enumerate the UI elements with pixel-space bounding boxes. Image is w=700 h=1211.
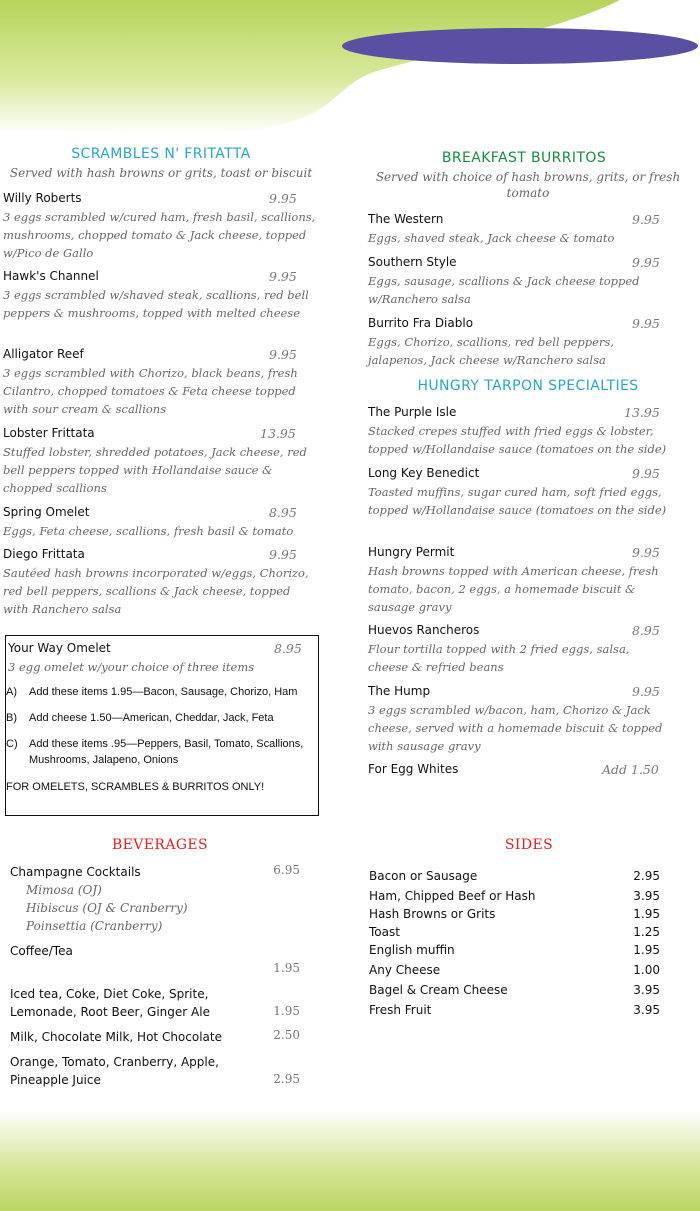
item-price: 1.00 [633,963,660,977]
side-row [369,983,660,1001]
menu-item [3,269,317,339]
beverage-item [10,1053,300,1089]
item-price: 2.50 [273,1028,300,1042]
item-price: 9.95 [269,191,297,206]
menu-item [3,505,317,541]
menu-item [368,623,668,677]
item-price: 2.95 [273,1072,300,1086]
item-description: Eggs, Chorizo, scallions, red bell peppers, jalapenos, Jack cheese w/Ranchero salsa [368,335,614,367]
purple-oval-decoration [342,28,698,64]
item-name: Huevos Rancheros [368,623,480,637]
option-letter: B) [6,712,17,724]
menu-item [368,545,674,617]
item-name: Any Cheese [369,963,441,977]
item-description: Hash browns topped with American cheese, fresh tomato, bacon, 2 eggs, a homemade biscuit & sausage gravy [368,564,659,614]
item-price: 8.95 [274,641,302,656]
side-row [369,869,660,887]
item-price: 1.95 [633,907,660,921]
beverage-item [10,985,300,1021]
side-row [369,925,660,943]
side-row [369,943,660,961]
item-description: Flour tortilla topped with 2 fried eggs, salsa, cheese & refried beans [368,642,630,674]
item-name: Spring Omelet [3,505,90,519]
sub-item: Hibiscus (OJ & Cranberry) [26,901,188,915]
option-note: FOR OMELETS, SCRAMBLES & BURRITOS ONLY! [6,781,265,793]
option-row [6,736,316,770]
option-letter: A) [6,686,17,698]
item-price: 9.95 [632,684,660,699]
item-name: Coffee/Tea [10,944,73,958]
item-price: 9.95 [632,545,660,560]
item-price: 9.95 [632,316,660,331]
item-price: 9.95 [632,255,660,270]
item-price: 1.95 [273,1004,300,1018]
option-letter: C) [6,738,18,750]
menu-item [8,641,308,681]
item-price: 1.95 [633,943,660,957]
item-name: Lobster Frittata [3,426,95,440]
item-name: Willy Roberts [3,191,82,205]
menu-item [3,347,321,417]
tarpon-title: HUNGRY TARPON SPECIALTIES [417,378,639,394]
item-price: Add 1.50 [602,762,659,777]
item-description: Sautéed hash browns incorporated w/eggs, Chorizo, red bell peppers, scallions & Jack cheese, topped with Ranchero salsa [3,566,309,616]
item-name: Bagel & Cream Cheese [369,983,508,997]
beverage-item [10,942,300,978]
top-green-wave-decoration [0,0,700,140]
item-price: 8.95 [269,505,297,520]
item-name: Hash Browns or Grits [369,907,496,921]
menu-item [3,426,319,496]
item-price: 3.95 [633,1003,660,1017]
item-description: Eggs, Feta cheese, scallions, fresh basil & tomato [3,524,294,538]
item-name: The Hump [368,684,431,698]
item-price: 3.95 [633,983,660,997]
egg-whites-row [368,762,668,780]
item-price: 9.95 [269,547,297,562]
item-name: Toast [369,925,400,939]
side-row [369,907,660,925]
item-name: Fresh Fruit [369,1003,432,1017]
item-price: 9.95 [632,466,660,481]
option-text: Add these items 1.95—Bacon, Sausage, Chorizo, Ham [29,686,298,698]
item-description: 3 egg omelet w/your choice of three items [8,660,255,674]
item-name: The Western [368,212,444,226]
sub-item: Poinsettia (Cranberry) [26,919,163,933]
item-price: 13.95 [260,426,296,441]
item-name: Ham, Chipped Beef or Hash [369,889,536,903]
menu-item [368,212,668,248]
item-name: Long Key Benedict [368,466,480,480]
item-description: Stuffed lobster, shredded potatoes, Jack cheese, red bell peppers topped with Hollandaise sauce & chopped scallions [3,445,307,495]
item-price: 8.95 [632,623,660,638]
side-row [369,963,660,981]
item-description: Eggs, sausage, scallions & Jack cheese topped w/Ranchero salsa [368,274,640,306]
item-name: The Purple Isle [368,405,457,419]
item-name: Champagne Cocktails [10,865,141,879]
item-name: Diego Frittata [3,547,85,561]
burritos-title: BREAKFAST BURRITOS [441,150,607,166]
menu-item [3,191,317,261]
item-price: 9.95 [269,269,297,284]
item-price: 9.95 [269,347,297,362]
sides-title: SIDES [504,837,554,853]
beverage-item [10,1028,300,1046]
bottom-green-gradient-decoration [0,1110,700,1211]
item-name: Hungry Permit [368,545,455,559]
option-text: Add these items .95—Peppers, Basil, Tomato, Scallions, Mushrooms, Jalapeno, Onions [29,738,304,766]
item-price: 2.95 [633,869,660,883]
option-text: Add cheese 1.50—American, Cheddar, Jack, Feta [29,712,274,724]
item-description: Toasted muffins, sugar cured ham, soft fried eggs, topped w/Hollandaise sauce (tomatoes on the side) [368,485,667,517]
sub-item: Mimosa (OJ) [26,883,102,897]
item-price: 1.95 [273,961,300,975]
item-name: English muffin [369,943,455,957]
item-price: 3.95 [633,889,660,903]
beverages-title: BEVERAGES [111,837,209,853]
item-description: Eggs, shaved steak, Jack cheese & tomato [368,231,615,245]
option-row [6,710,316,726]
item-name: For Egg Whites [368,762,459,776]
side-row [369,1003,660,1021]
item-description: Stacked crepes stuffed with fried eggs & lobster, topped w/Hollandaise sauce (tomatoes on the side) [368,424,667,456]
item-name: Alligator Reef [3,347,84,361]
menu-item [368,255,670,309]
menu-item [368,316,670,370]
side-row [369,889,660,907]
item-description: 3 eggs scrambled w/cured ham, fresh basil, scallions, mushrooms, chopped tomato & Jack cheese, topped w/Pico de Gallo [3,210,316,260]
item-name: Orange, Tomato, Cranberry, Apple, Pineapple Juice [10,1055,219,1087]
item-price: 6.95 [273,863,300,877]
item-price: 9.95 [632,212,660,227]
beverage-item [10,863,300,935]
item-name: Southern Style [368,255,457,269]
item-name: Iced tea, Coke, Diet Coke, Sprite, Lemonade, Root Beer, Ginger Ale [10,987,210,1019]
item-name: Burrito Fra Diablo [368,316,474,330]
your-way-omelet-box [5,635,319,816]
menu-item [368,684,674,756]
item-name: Your Way Omelet [8,641,111,655]
scrambles-title: SCRAMBLES N' FRITATTA [71,146,251,162]
item-price: 1.25 [633,925,660,939]
menu-item [3,547,319,617]
item-description: 3 eggs scrambled w/bacon, ham, Chorizo & Jack cheese, served with a homemade biscuit & topped with sausage gravy [368,703,663,753]
burritos-subtitle: Served with choice of hash browns, grits, or fresh tomato [375,170,681,200]
menu-item [368,405,686,459]
item-description: 3 eggs scrambled w/shaved steak, scallions, red bell peppers & mushrooms, topped with melted cheese [3,288,309,320]
option-row [6,684,316,700]
menu-item [368,466,670,538]
item-name: Milk, Chocolate Milk, Hot Chocolate [10,1030,222,1044]
scrambles-subtitle: Served with hash browns or grits, toast or biscuit [9,166,313,180]
item-description: 3 eggs scrambled with Chorizo, black beans, fresh Cilantro, chopped tomatoes & Feta cheese topped with sour cream & scallions [3,366,298,416]
item-name: Hawk's Channel [3,269,99,283]
item-price: 13.95 [624,405,660,420]
item-name: Bacon or Sausage [369,869,478,883]
